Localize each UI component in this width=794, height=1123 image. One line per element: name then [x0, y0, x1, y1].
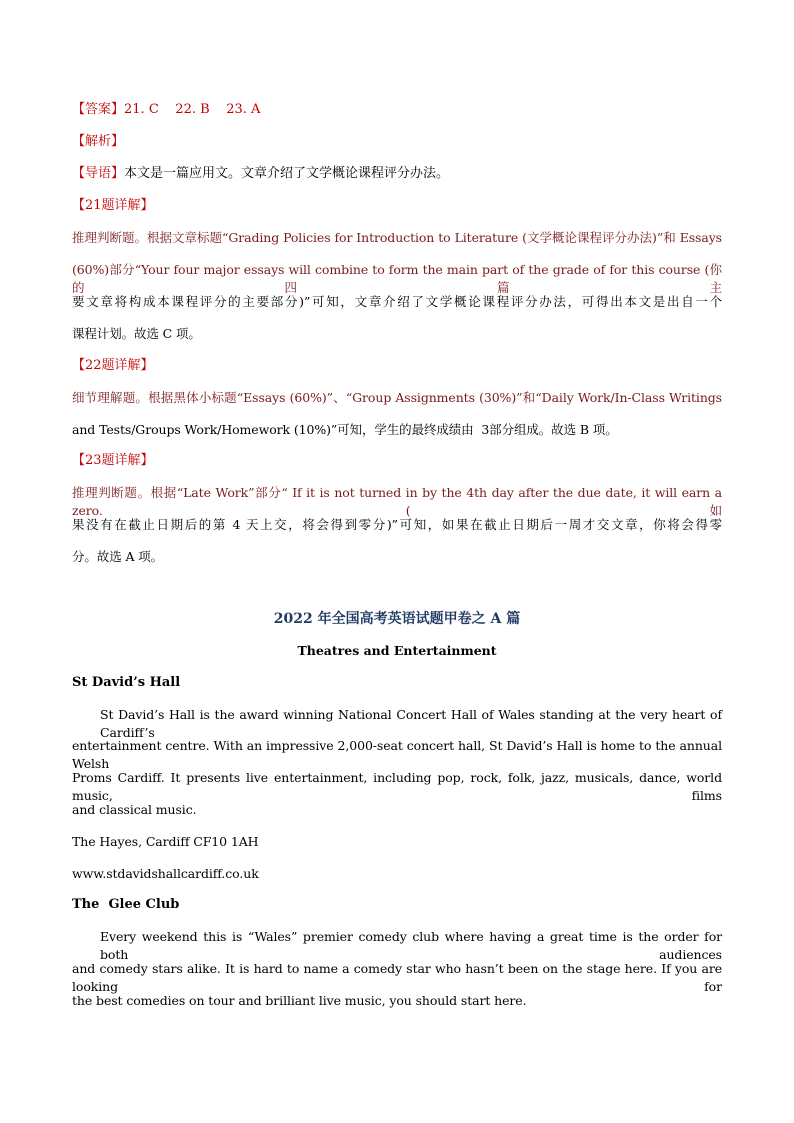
section-title: 2022 年全国高考英语试题甲卷之 A 篇	[273, 611, 521, 627]
glee-club-text-3: the best comedies on tour and brilliant live music, you should start here.	[72, 993, 527, 1008]
q21-text-3: 要文章将构成本课程评分的主要部分)”可知，文章介绍了文学概论课程评分办法，可得出本文是出自一个	[72, 294, 722, 309]
analysis-label: 【解析】	[72, 134, 125, 149]
guide-text: 本文是一篇应用文。文章介绍了文学概论课程评分办法。	[124, 166, 450, 181]
q23-text-3: 分。故选 A 项。	[72, 549, 164, 564]
q21-text-1: 推理判断题。根据文章标题“Grading Policies for Introduction to Literature (文学概论课程评分办法)”和 Essays	[72, 230, 722, 245]
st-davids-text-2: entertainment centre. With an impressive 2,000-seat concert hall, St David’s Hall is home to the annual Welsh	[72, 738, 722, 771]
q21-label: 【21题详解】	[72, 198, 154, 213]
q21-line-2	[72, 261, 722, 297]
q23-line-1	[72, 484, 722, 520]
st-davids-line-4	[72, 801, 196, 819]
q23-label-line	[72, 452, 154, 470]
guide-label: 【导语】	[72, 166, 125, 181]
q21-line-1	[72, 229, 722, 247]
st-davids-text-3: Proms Cardiff. It presents live entertainment, including pop, rock, folk, jazz, musicals, dance, world music, films	[72, 770, 722, 803]
q22-text-1: 细节理解题。根据黑体小标题“Essays (60%)”、“Group Assignments (30%)”和“Daily Work/In-Class Writings	[72, 390, 722, 405]
glee-club-text-1: Every weekend this is “Wales” premier comedy club where having a great time is the order for both audiences	[100, 929, 722, 962]
st-davids-text-4: and classical music.	[72, 802, 197, 817]
q22-text-2: and Tests/Groups Work/Homework (10%)”可知，学生的最终成绩由 3部分组成。故选 B 项。	[72, 422, 618, 437]
glee-club-line-3	[72, 992, 526, 1010]
answer-text: 21. C 22. B 23. A	[124, 102, 261, 117]
guide-line	[72, 165, 449, 183]
glee-club-heading: The Glee Club	[72, 897, 180, 912]
q22-line-2	[72, 421, 618, 439]
st-davids-line-3	[72, 769, 722, 805]
answer-line	[72, 101, 260, 119]
q21-line-4	[72, 325, 201, 343]
article-title: Theatres and Entertainment	[297, 643, 497, 658]
st-davids-heading: St David’s Hall	[72, 675, 181, 690]
st-davids-website: www.stdavidshallcardiff.co.uk	[72, 866, 259, 881]
st-davids-text-1: St David’s Hall is the award winning National Concert Hall of Wales standing at the very heart of Cardiff’s	[100, 707, 722, 740]
q21-line-3	[72, 293, 722, 311]
q23-text-2: 果没有在截止日期后的第 4 天上交，将会得到零分)”可知，如果在截止日期后一周才交文章，你将会得零	[72, 517, 722, 532]
q22-label: 【22题详解】	[72, 358, 154, 373]
glee-club-line-2	[72, 960, 722, 996]
glee-club-text-2: and comedy stars alike. It is hard to name a comedy star who hasn’t been on the stage here. If you are looking for	[72, 961, 722, 994]
q21-text-4: 课程计划。故选 C 项。	[72, 326, 201, 341]
q23-text-1: 推理判断题。根据“Late Work”部分“ If it is not turned in by the 4th day after the due date, it will earn a zero. (如	[72, 485, 722, 518]
analysis-label-line	[72, 133, 124, 151]
q23-line-3	[72, 548, 163, 566]
q21-label-line	[72, 197, 154, 215]
glee-club-line-1	[100, 928, 722, 964]
q22-line-1	[72, 389, 722, 407]
answer-label: 【答案】	[72, 102, 125, 117]
q23-line-2	[72, 516, 722, 534]
st-davids-address: The Hayes, Cardiff CF10 1AH	[72, 834, 259, 849]
q23-label: 【23题详解】	[72, 453, 154, 468]
st-davids-line-2	[72, 737, 722, 773]
q21-text-2: (60%)部分“Your four major essays will combine to form the main part of the grade of for this course (你的四篇主	[72, 262, 722, 295]
q22-label-line	[72, 357, 154, 375]
